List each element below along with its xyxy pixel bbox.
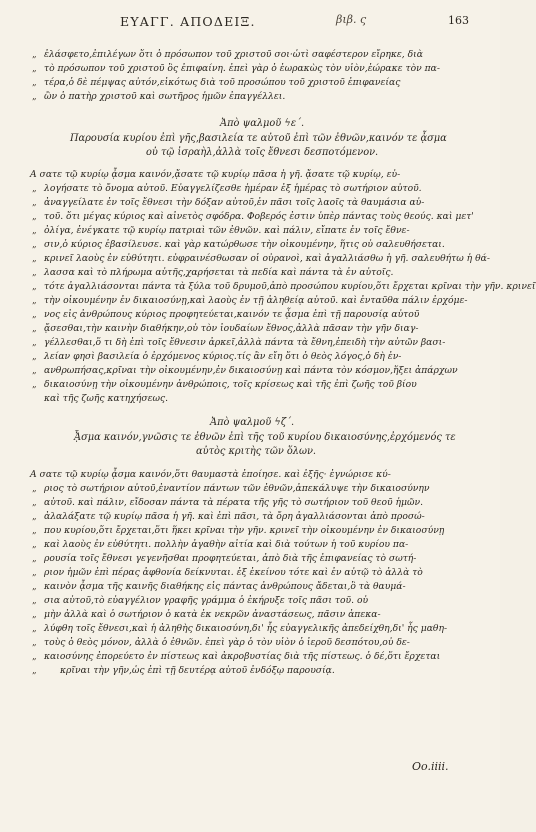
margin-quote-marks: „ „ „ „ „ „ „ „ „ „ „ „ „ „ „ xyxy=(32,184,37,390)
running-head xyxy=(0,14,500,34)
text-line: Α σατε τῷ κυρίῳ ᾆσμα καινόν,ὅτι θαυμαστὰ ἐποίησε. καὶ ἐξῆς· ἐγνώρισε κύ- xyxy=(30,469,391,480)
text-line: αὐτοῦ. καὶ πάλιν, εἴδοσαν πάντα τὰ πέρατα τῆς γῆς τὸ σωτήριον τοῦ θεοῦ ἡμῶν. xyxy=(44,497,424,508)
text-line: ἀλαλάξατε τῷ κυρίῳ πᾶσα ἡ γῆ. καὶ ἐπὶ πᾶσι, τὰ ὄρη ἀγαλλιάσονται ἀπὸ προσώ- xyxy=(44,511,425,522)
text-line: τοὺς ὁ θεὸς μόνον, ἀλλὰ ὁ ἐθνῶν. ἐπεὶ γὰρ ὁ τὸν υἱὸν ὁ ἰεροῦ δεσπότου,οὐ δε- xyxy=(44,637,410,648)
text-line: καὶ λαοὺς ἐν εὐθύτητι. πολλὴν ἀγαθὴν αἰτία καὶ διὰ τούτων ἡ τοῦ κυρίου πα- xyxy=(44,539,409,550)
text-line: καινὸν ᾆσμα τῆς καινῆς διαθήκης εἰς πάντας ἀνθρώπους ἄδεται,ὃ τὰ θαυμά- xyxy=(44,581,406,592)
text-line: σια αὐτοῦ,τὸ εὐαγγέλιον γραφῆς γράμμα ὁ ἐκήρυξε τοῖς πᾶσι τοῦ. οὐ xyxy=(44,595,369,606)
text-line: ἀναγγείλατε ἐν τοῖς ἔθνεσι τὴν δόξαν αὐτοῦ,ἐν πᾶσι τοῖς λαοῖς τὰ θαυμάσια αὐ- xyxy=(44,197,425,208)
text-line: μὴν ἀλλὰ καὶ ὁ σωτήριον ὁ κατὰ ἐκ νεκρῶν ἀναστάσεως, πᾶσιν ἀπεκα- xyxy=(44,609,381,620)
text-line: σιν,ὁ κύριος ἐβασίλευσε. καὶ γὰρ κατώρθωσε τὴν οἰκουμένην, ἥτις οὐ σαλευθήσεται. xyxy=(44,239,445,250)
text-line: ανθρωπήσας,κρῖναι τὴν οἰκουμένην,ἐν δικαιοσύνῃ καὶ πάντα τὸν κόσμον,ἥξει ἀπάρχων xyxy=(44,365,458,376)
text-line: ρουσία τοῖς ἔθνεσι γεγενῆσθαι προφητεύεται, ἀπὸ διὰ τῆς ἐπιφανείας τὸ σωτή- xyxy=(44,553,417,564)
text-line: κρινεῖ λαοὺς ἐν εὐθύτητι. εὐφραινέσθωσαν οἱ οὐρανοὶ, καὶ ἀγαλλιάσθω ἡ γῆ. σαλευθήτω ἡ θά- xyxy=(44,253,490,264)
text-line: ὢν ὁ πατὴρ χριστοῦ καὶ σωτῆρος ἡμῶν ἐπαγγέλλει. xyxy=(44,91,286,102)
signature-mark: Oo.iiii. xyxy=(412,760,449,773)
text-line: γέλλεσθαι,ὅ τι δὴ ἐπὶ τοῖς ἔθνεσιν ἀρκεῖ,ἀλλὰ πάντα τὰ ἔθνη,ἐπειδὴ τὴν αὐτῶν βασι- xyxy=(44,337,446,348)
section-subtitle: ᾎσμα καινόν,γνῶσις τε ἐθνῶν ἐπὶ τῆς τοῦ κυρίου δικαιοσύνης,ἐρχόμενός τε xyxy=(74,432,456,443)
text-line: τὸ πρόσωπον τοῦ χριστοῦ ὃς ἐπιφαίνη. ἐπεὶ γὰρ ὁ ἑωρακὼς τὸν υἱὸν,ἑώρακε τὸν πα- xyxy=(44,63,440,74)
text-line: νος εἰς ἀνθρώπους κύριος προφητεύεται,καινόν τε ᾆσμα ἐπὶ τῇ παρουσίᾳ αὐτοῦ xyxy=(44,309,420,320)
margin-quote-marks: „ „ „ „ „ „ „ „ „ „ „ „ „ „ xyxy=(32,484,37,676)
section-title: Ἀπὸ ψαλμοῦ ϟε΄. xyxy=(220,118,305,129)
text-line: τότε ἀγαλλιάσονται πάντα τὰ ξύλα τοῦ δρυμοῦ,ἀπὸ προσώπου κυρίου,ὅτι ἔρχεται κρῖναι τὴν γῆν. κρινεῖ xyxy=(44,281,536,292)
handwritten-book-mark: βιβ. ς xyxy=(336,13,367,26)
text-line: ᾄσεσθαι,τὴν καινὴν διαθήκην,οὐ τὸν ἰουδαίων ἔθνος,ἀλλὰ πᾶσαν τὴν γῆν διαγ- xyxy=(44,323,419,334)
text-line: δικαιοσύνῃ τὴν οἰκουμένην ἀνθρώποις, τοῖς κρίσεως καὶ τῆς ἐπὶ ζωῆς τοῦ βίου xyxy=(44,379,417,390)
text-line: ριον ἡμῶν ἐπὶ πέρας ἀφθονία δείκνυται. ἐξ ἐκείνου τότε καὶ ἐν αὐτῷ τὸ ἀλλὰ τὸ xyxy=(44,567,423,578)
section-title: Ἀπὸ ψαλμοῦ ϟζ΄. xyxy=(210,417,295,428)
text-line: καιοσύνης ἐπορεύετο ἐν πίστεως καὶ ἀκροβυστίας διὰ τῆς πίστεως. ὁ δέ,ὅτι ἔρχεται xyxy=(44,651,441,662)
section-subtitle: Παρουσία κυρίου ἐπὶ γῆς,βασιλεία τε αὐτοῦ ἐπὶ τῶν ἐθνῶν,καινόν τε ᾆσμα xyxy=(70,133,447,144)
text-line: τέρα,ὁ δὲ πέμψας αὐτόν,εἰκότως διὰ τοῦ προσώπου τοῦ χριστοῦ ἐπιφανείας xyxy=(44,77,401,88)
text-line: λογήσατε τὸ ὄνομα αὐτοῦ. Εὐαγγελίζεσθε ἡμέραν ἐξ ἡμέρας τὸ σωτήριον αὐτοῦ. xyxy=(44,183,422,194)
running-title: ΕΥΑΓΓ. ΑΠΟΔΕΙΞ. xyxy=(120,14,256,29)
text-line: ἐλάσφετο,ἐπιλέγων ὅτι ὁ πρόσωπον τοῦ χριστοῦ σοι·ὡτὶ σαφέστερον εἴρηκε, διὰ xyxy=(44,49,423,60)
text-line: ὀλίγα, ἐνέγκατε τῷ κυρίῳ πατριαὶ τῶν ἐθνῶν. καὶ πάλιν, εἴπατε ἐν τοῖς ἔθνε- xyxy=(44,225,410,236)
text-line: λύφθη τοῖς ἔθνεσι,καὶ ἡ ἀληθὴς δικαιοσύνη,δι' ἧς εὐαγγελικῆς ἀπεδείχθη,δι' ἧς μαθη- xyxy=(44,623,448,634)
text-line: που κυρίου,ὅτι ἔρχεται,ὅτι ἥκει κρῖναι τὴν γῆν. κρινεῖ τὴν οἰκουμένην ἐν δικαιοσύνῃ xyxy=(44,525,445,536)
text-line: λασσα καὶ τὸ πλήρωμα αὐτῆς,χαρήσεται τὰ πεδία καὶ πάντα τὰ ἐν αὐτοῖς. xyxy=(44,267,394,278)
text-line: κρῖναι τὴν γῆν,ὡς ἐπὶ τῇ δευτέρᾳ αὐτοῦ ἐνδόξῳ παρουσίᾳ. xyxy=(60,665,335,676)
text-line: τὴν οἰκουμένην ἐν δικαιοσύνῃ,καὶ λαοὺς ἐν τῇ ἀληθείᾳ αὐτοῦ. καὶ ἐνταῦθα πάλιν ἐρχόμε- xyxy=(44,295,468,306)
section-subtitle: αὐτὸς κριτὴς τῶν ὅλων. xyxy=(196,446,317,457)
text-line: Α σατε τῷ κυρίῳ ᾆσμα καινόν,ᾄσατε τῷ κυρίῳ πᾶσα ἡ γῆ. ᾄσατε τῷ κυρίῳ, εὐ- xyxy=(30,169,401,180)
text-line: τοῦ. ὅτι μέγας κύριος καὶ αἰνετὸς σφόδρα. Φοβερός ἐστιν ὑπὲρ πάντας τοὺς θεούς. καὶ μετ' xyxy=(44,211,474,222)
text-line: λείαν φησὶ βασιλεία ὁ ἐρχόμενος κύριος.τίς ἂν εἴη ὅτι ὁ θεὸς λόγος,ὁ δὴ ἐν- xyxy=(44,351,402,362)
section-subtitle: οὐ τῷ ἰσραὴλ,ἀλλὰ τοῖς ἔθνεσι δεσποτόμενον. xyxy=(146,147,379,158)
page-number: 163 xyxy=(448,14,469,27)
margin-quote-marks: „ „ „ „ xyxy=(32,50,37,102)
text-line: ριος τὸ σωτήριον αὐτοῦ,ἐναντίον πάντων τῶν ἐθνῶν,ἀπεκάλυψε τὴν δικαιοσύνην xyxy=(44,483,430,494)
text-line: καὶ τῆς ζωῆς κατηχήσεως. xyxy=(44,393,169,404)
